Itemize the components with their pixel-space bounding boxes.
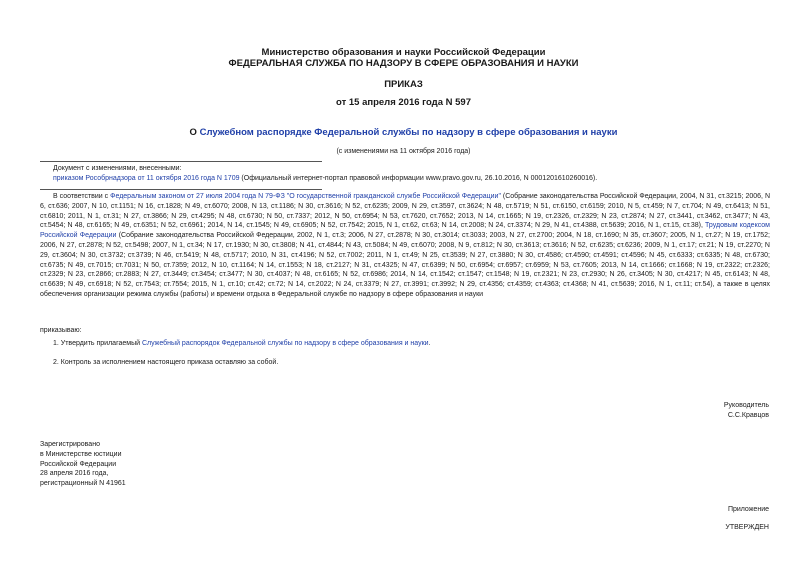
order-item-1-suffix: . [428,340,431,347]
appendix-label: Приложение [727,506,769,513]
order-item-2: 2. Контроль за исполнением настоящего приказа оставляю за собой. [53,359,279,366]
doc-type: ПРИКАЗ [384,79,423,90]
registration-line: Российской Федерации [40,460,117,468]
approved-label: УТВЕРЖДЕН [725,524,769,531]
signature-block [724,401,769,421]
order-item-1-prefix: 1. Утвердить прилагаемый [53,340,142,347]
doc-title [0,127,807,138]
amendment-source: (Официальный интернет-портал правовой информации www.pravo.gov.ru, 26.10.2016, N 0001201610260016). [239,174,598,182]
order-word: приказываю: [40,327,82,334]
registration-line: Зарегистрировано [40,441,100,448]
registration-line: 28 апреля 2016 года, [40,470,109,478]
signature-role: Руководитель [723,402,769,409]
preamble-intro: В соответствии с [53,193,111,200]
divider-bottom [40,189,322,190]
amendments-line [53,174,773,184]
order-item-1-link[interactable]: Служебный распорядок Федеральной службы по надзору в сфере образования и науки [141,340,429,347]
registration-line: регистрационный N 41961 [40,480,126,488]
service-name: ФЕДЕРАЛЬНАЯ СЛУЖБА ПО НАДЗОРУ В СФЕРЕ ОБРАЗОВАНИЯ И НАУКИ [228,58,579,69]
doc-title-link[interactable]: Служебном распорядке Федеральной службы по надзору в сфере образования и науки [199,127,618,138]
ministry-name: Министерство образования и науки Российской Федерации [261,47,546,58]
preamble-text-1: (Собрание законодательства Российской Федерации, 2004, N 31, ст.3215; 2006, N 6, ст.636; 2007, N 10, ст.1151; N 16, ст.1828; N 49, ст.6070; 2008, N 13, ст.1186; N 30, ст.3616; N 52, ст.6235; 2009, N 29, ст.3597, ст.3624; N 48, ст.5719; N 51, ст.6150, ст.6159; 2010, N 5, ст.459; N 7, ст.704; N 49, ст.6413; N 51, ст.6810; 2011, N 1, ст.31; N 27, ст.3866; N 29, ст.4295; N 48, ст.6730; N 50, ст.7337; 2012, N 50, ст.6954; N 53, ст.7620, ст.7652; 2013, N 14, ст.1665; N 19, ст.2326, ст.2329; N 23, ст.2874; N 27, ст.3441, ст.3462, ст.3477; N 43, ст.5454; N 48, ст.6165; N 49, ст.6351; N 52, ст.6961; 2014, N 14, ст.1545; N 49, ст.6905; N 52, ст.7542; 2015, N 1, ст.62, ст.63; N 14, ст.2008; N 24, ст.3374; N 29, N 41, ст.4388, ст.5639; 2016, N 1, ст.15, ст.38), [40,193,770,230]
law-link-civil-service[interactable]: Федеральным законом от 27 июля 2004 года N 79-ФЗ "О государственной гражданской службе Российской Федерации" [110,193,501,200]
law-link-labor-code[interactable]: Трудовым кодексом Российской Федерации [40,222,770,240]
signature-name: С.С.Кравцов [727,412,769,419]
doc-date-number: от 15 апреля 2016 года N 597 [336,97,471,108]
divider-top [40,161,322,162]
amendments-heading: Документ с изменениями, внесенными: [53,165,182,172]
amendments-block [53,164,773,184]
changes-note: (с изменениями на 11 октября 2016 года) [336,148,471,155]
registration-block [40,440,126,489]
amendment-link[interactable]: приказом Рособрнадзора от 11 октября 2016 года N 1709 [53,174,240,182]
preamble-text-2: (Собрание законодательства Российской Федерации, 2002, N 1, ст.3; 2006, N 27, ст.2878; N 30, ст.3014; ст.3033; 2003, N 27, ст.2700; 2004, N 18, ст.1690; N 35, ст.3607; 2005, N 1, ст.27; N 19, ст.1752; 2006, N 27, ст.2878; N 52, ст.5498; 2007, N 1, ст.34; N 17, ст.1930; N 30, ст.3808; N 41, ст.4844; N 43, ст.5084; N 49, ст.6070; 2008, N 9, ст.812; N 30, ст.3613; ст.3616; N 52, ст.6235; ст.6236; 2009, N 1, ст.17; ст.21; N 19, ст.2270; N 29, ст.3604; N 30, ст.3732; ст.3739; N 46, ст.5419; N 48, ст.5717; 2010, N 31, ст.4196; N 52, ст.7002; 2011, N 1, ст.49; N 25, ст.3539; N 27, ст.3880; N 30, ст.4586; ст.4590; ст.4591; ст.4596; N 45, ст.6333; ст.6335; N 48, ст.6730; ст.6735; N 49, ст.7015; ст.7031; N 50, ст.7359; 2012, N 10, ст.1164; N 14, ст.1553; N 18, ст.2127; N 31, ст.4325; N 47, ст.6399; N 50, ст.6954; ст.6957; ст.6959; N 53, ст.7605; 2013, N 14, ст.1666; ст.1668; N 19, ст.2322; ст.2326; ст.2329; N 23, ст.2866; ст.2883; N 27, ст.3449; ст.3454; ст.3477; N 30, ст.4037; N 48, ст.6165; N 52, ст.6986; 2014, N 14, ст.1542; ст.1547; ст.1548; N 19, ст.2321; N 23, ст.2930; N 26, ст.3405; N 30, ст.4217; N 45, ст.6143; N 48, ст.6639; N 49, ст.6918; N 52, ст.7543; ст.7554; 2015, N 1, ст.10; ст.42; ст.72; N 14, ст.2022; N 24, ст.3379; N 27, ст.3991; ст.3992; N 29, ст.4356; ст.4359; ст.4363; ст.4368; N 41, ст.5639; 2016, N 1, ст.11; ст.54), а также в целях обеспечения организации режима службы (работы) и времени отдыха в Федеральной службе по надзору в сфере образования и науки [40,232,770,298]
order-item-1 [53,339,773,349]
preamble-paragraph [40,192,770,300]
registration-line: в Министерстве юстиции [40,450,122,458]
doc-title-prefix: О [189,127,200,138]
